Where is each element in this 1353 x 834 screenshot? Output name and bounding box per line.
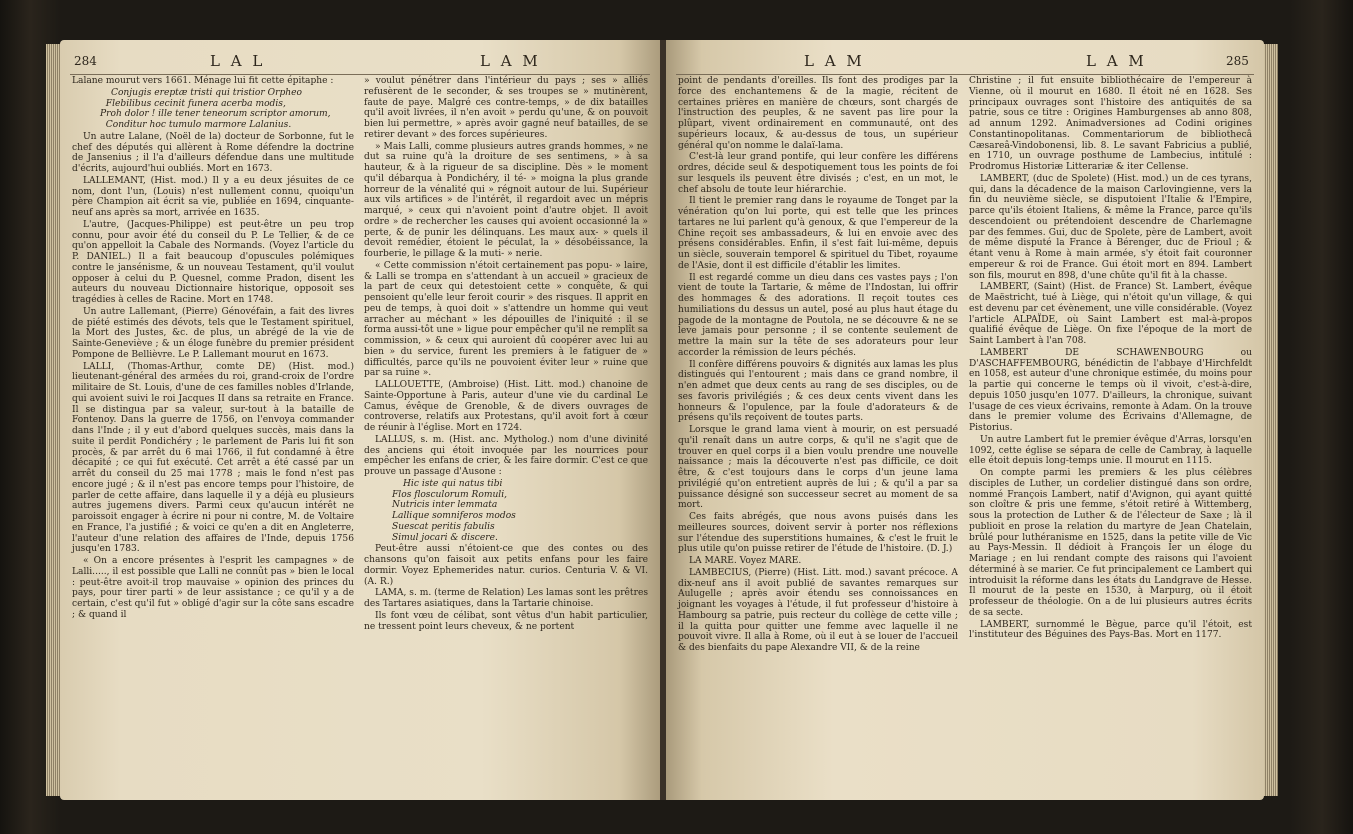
left-page (60, 40, 662, 800)
running-head-right: L A M (480, 52, 541, 70)
verse-block: Hic iste qui natus tibi Flos flosculorum Romuli, Nutricis inter lemmata Lallique somniferos modos Suescat peritis fabulis Simul jocari & discere. (392, 478, 516, 543)
paragraph: Ils font vœu de célibat, sont vêtus d'un habit particulier, ne tressent point leurs cheveux, & ne portent (364, 610, 648, 632)
header-rule (70, 74, 650, 75)
right-page-column-2 (969, 76, 1252, 642)
left-page-column-1 (72, 76, 354, 622)
paragraph: Il est regardé comme un dieu dans ces vastes pays ; l'on vient de toute la Tartarie, & même de l'Indostan, lui offrir des hommages & des adorations. Il reçoit toutes ces humiliations du dessus un autel, posé au plus haut étage du pagode de la montagne de Poutola, ne se découvre & ne se leve jamais pour personne ; il se contente seulement de mettre la main sur la tête de ses adorateurs pour leur accorder la rémission de leurs péchés. (678, 272, 958, 358)
running-head-left: L A M (804, 52, 865, 70)
header-rule (676, 74, 1254, 75)
paragraph: L'autre, (Jacques-Philippe) est peut-être un peu trop connu, pour avoir été du conseil du P. Le Tellier, & de ce qu'on appelloit la Cabale des Normands. (Voyez l'article du P. DANIEL.) Il a fait beaucoup d'opuscules polémiques contre le jansénisme, & un nouveau Testament, qu'il voulut opposer à celui du P. Quesnel, comme Pradon, disent les auteurs du nouveau Dictionnaire historique, opposoit ses tragédies à celles de Racine. Mort en 1748. (72, 219, 354, 305)
paragraph: Un autre Lalane, (Noël de la) docteur de Sorbonne, fut le chef des députés qui allèrent à Rome défendre la doctrine de Jansenius ; il l'a d'ailleurs défendue dans une multitude d'écrits, aujourd'hui oubliés. Mort en 1673. (72, 131, 354, 174)
running-head-right: L A M (1086, 52, 1147, 70)
paragraph: LALLEMANT, (Hist. mod.) Il y a eu deux jésuites de ce nom, dont l'un, (Louis) n'est nullement connu, quoiqu'un père Champion ait écrit sa vie, publiée en 1694, cinquante-neuf ans après sa mort, arrivée en 1635. (72, 175, 354, 218)
paragraph: Il tient le premier rang dans le royaume de Tonget par la vénération qu'on lui porte, qui est telle que les princes tartares ne lui parlent qu'à genoux, & que l'empereur de la Chine reçoit ses ambassadeurs, & lui en envoie avec des présens considérables. Enfin, il s'est fait lui-même, depuis un siècle, souverain temporel & spirituel du Tibet, royaume de l'Asie, dont il est difficile d'établir les limites. (678, 196, 958, 271)
paragraph: « On a encore présentes à l'esprit les campagnes » de Lalli....., il est possible que Lalli ne connût pas » bien le local : peut-être avoit-il trop mauvaise » opinion des princes du pays, pour tirer parti » de leur assistance ; ce qu'il y a de certain, c'est qu'il fut » obligé d'agir sur la côte sans escadre ; & quand il (72, 556, 354, 620)
page-number: 285 (1226, 54, 1249, 68)
paragraph: LALLOUETTE, (Ambroise) (Hist. Litt. mod.) chanoine de Sainte-Opportune à Paris, auteur d'une vie du cardinal Le Camus, évêque de Grenoble, & de divers ouvrages de controverse, relatifs aux Protestans, qu'il avoit fort à cœur de réunir à l'église. Mort en 1724. (364, 380, 648, 433)
paragraph: Un autre Lallemant, (Pierre) Génovéfain, a fait des livres de piété estimés des dévots, tels que le Testament spirituel, la Mort des Justes, &c. de plus, un abrégé de la vie de Sainte-Geneviève ; & un éloge funèbre du premier président Pompone de Bellièvre. Le P. Lallemant mourut en 1673. (72, 306, 354, 360)
paragraph: » Mais Lalli, comme plusieurs autres grands hommes, » ne dut sa ruine qu'à la droiture de ses sentimens, » à sa hauteur, & à la rigueur de sa discipline. Dès » le moment qu'il débarqua à Pondichéry, il té- » moigna la plus grande horreur de la vénalité qui » régnoit autour de lui. Supérieur aux vils artifices » de l'intérêt, il regardoit avec un mépris marqué, » ceux qui n'avoient point d'autre objet. Il avoit ordre » de rechercher les causes qui avoient occasionné la » perte, & de punir les délinquans. Les maux aux- » quels il devoit remédier, étoient le péculat, la » désobéissance, la fourberie, le pillage & la muti- » nerie. (364, 141, 648, 259)
paragraph: LAMA, s. m. (terme de Relation) Les lamas sont les prêtres des Tartares asiatiques, dans la Tartarie chinoise. (364, 588, 648, 609)
running-head-left: L A L (210, 52, 266, 70)
paragraph: Ces faits abrégés, que nous avons puisés dans les meilleures sources, doivent servir à porter nos réflexions sur l'étendue des superstitions humaines, & c'est le fruit le plus utile qu'on puisse retirer de l'étude de l'histoire. (D. J.) (678, 512, 958, 555)
paragraph: LAMBERT, surnommé le Bègue, parce qu'il l'étoit, est l'instituteur des Béguines des Pays-Bas. Mort en 1177. (969, 619, 1252, 641)
paragraph: Lorsque le grand lama vient à mourir, on est persuadé qu'il renaît dans un autre corps, & qu'il ne s'agit que de trouver en quel corps il a bien voulu prendre une nouvelle naissance ; mais la découverte n'est pas difficile, ce doit être, & c'est toujours dans le corps d'un jeune lama privilégié qu'on entretient auprès de lui ; & qu'il a par sa puissance désigné son successeur secret au moment de sa mort. (678, 425, 958, 511)
right-page (666, 40, 1264, 800)
paragraph: LAMBERT, (Saint) (Hist. de France) St. Lambert, évêque de Maëstricht, tué à Liège, qui n'étoit qu'un village, & qui est devenu par cet évènement, une ville considérable. (Voyez l'article ALPAÏDE, où Saint Lambert est mal-à-propos qualifié évêque de Liège. On fixe l'époque de la mort de Saint Lambert à l'an 708. (969, 282, 1252, 346)
paragraph: Christine ; il fut ensuite bibliothécaire de l'empereur à Vienne, où il mourut en 1680. Il étoit né en 1628. Ses principaux ouvrages sont l'histoire des antiquités de sa patrie, sous ce titre : Origines Hamburgenses ab anno 808, ad annum 1292. Animadversiones ad Codini origines Constantinopolitanas. Commentariorum de bibliothecâ Cæsareâ-Vindobonensi, lib. 8. Le savant Fabricius a publié, en 1710, un ouvrage posthume de Lambecius, intitulé : Prodromus Historiæ Litterariæ & iter Cellense. (969, 76, 1252, 172)
paragraph: Peut-être aussi n'étoient-ce que des contes ou des chansons qu'on faisoit aux petits enfans pour les faire dormir. Voyez Ephemerides natur. curios. Centuria V. & VI. (A. R.) (364, 544, 648, 587)
paragraph: On compte parmi les premiers & les plus célèbres disciples de Luther, un cordelier distingué dans son ordre, nommé François Lambert, natif d'Avignon, qui ayant quitté son cloître & pris une femme, s'étoit retiré à Wittemberg, sous la protection de Luther & de l'électeur de Saxe ; là il publioit en prose la relation du martyre de Jean Chatelain, brûlé pour luthéranisme en 1525, dans la petite ville de Vic au Pays-Messin. Il dédioit à François Ier un éloge du Mariage ; en lui rendant compte des raisons qui l'avoient déterminé à se marier. Ce fut principalement ce Lambert qui introduisit la réforme dans les états du Landgrave de Hesse. Il mourut de la peste en 1530, à Marpurg, où il étoit professeur de théologie. On a de lui plusieurs autres écrits de sa secte. (969, 468, 1252, 618)
left-page-edges (46, 44, 60, 796)
paragraph: LAMBERT DE SCHAWENBOURG ou D'ASCHAFFEMBOURG, bénédictin de l'abbaye d'Hirchfeldt en 1058, est auteur d'une chronique estimée, du moins pour la partie qui concerne le temps où il vivoit, c'est-à-dire, depuis 1050 jusqu'en 1077. D'ailleurs, la chronique, suivant l'usage de ces vieux écrivains, remonte à Adam. On la trouve dans le premier volume des Écrivains d'Allemagne, de Pistorius. (969, 347, 1252, 433)
paragraph: point de pendants d'oreilles. Ils font des prodiges par la force des enchantemens & de la magie, récitent de certaines prières en manière de chœurs, sont chargés de l'instruction des peuples, & ne savent pas lire pour la plûpart, vivent ordinairement en communauté, ont des supérieurs locaux, & au-dessus de tous, un supérieur général qu'on nomme le dalaï-lama. (678, 76, 958, 151)
paragraph: « Cette commission n'étoit certainement pas popu- » laire, & Lalli se trompa en s'attendant à un accueil » gracieux de la part de ceux qui detestoient cette » conquête, & qui pensoient qu'elle leur feroit courir » des risques. Il apprit en peu de temps, à quoi doit » s'attendre un homme qui veut arracher au méchant » les dépouilles de l'iniquité : il se forma aussi-tôt une » ligue pour empêcher qu'il ne remplît sa commission, » & ceux qui auroient dû coopérer avec lui au bien » du service, furent les premiers à le fatiguer de » difficultés, parce qu'ils ne pouvoient éviter leur » ruine que par sa ruine ». (364, 260, 648, 379)
right-page-edges (1264, 44, 1278, 796)
paragraph: LA MARE. Voyez MARE. (689, 556, 802, 566)
paragraph: LALLI, (Thomas-Arthur, comte DE) (Hist. mod.) lieutenant-général des armées du roi, grand-croix de l'ordre militaire de St. Louis, d'une de ces familles nobles d'Irlande, qui avoient suivi le roi Jacques II dans sa retraite en France. Il se distingua par sa valeur, sur-tout à la bataille de Fontenoy. Dans la guerre de 1756, on l'envoya commander dans l'Inde ; il y eut d'abord quelques succès, mais dans la suite il perdit Pondichéry ; le parlement de Paris lui fit son procès, & par arrêt du 6 mai 1766, il fut condamné à être décapité ; ce qui fut exécuté. Cet arrêt a été cassé par un arrêt du conseil du 25 mai 1778 ; mais le fond n'est pas encore jugé ; & il n'est pas encore temps pour l'histoire, de parler de cette affaire, dans laquelle il y a déjà eu plusieurs autres jugemens divers. Parmi ceux qu'aucun intérêt ne paroissoit engager à écrire ni pour ni contre, M. de Voltaire en France, l'a justifié ; & voici ce qu'en a dit en Angleterre, l'auteur d'une relation des affaires de l'Inde, depuis 1756 jusqu'en 1783. (72, 361, 354, 555)
paragraph: Un autre Lambert fut le premier évêque d'Arras, lorsqu'en 1092, cette église se sépara de celle de Cambray, à laquelle elle étoit depuis long-temps unie. Il mourut en 1115. (969, 434, 1252, 467)
paragraph: LALLUS, s. m. (Hist. anc. Mytholog.) nom d'une divinité des anciens qui étoit invoquée par les nourrices pour empêcher les enfans de crier, & les faire dormir. C'est ce que prouve un passage d'Ausone : (364, 434, 648, 477)
paragraph: Lalane mourut vers 1661. Ménage lui fit cette épitaphe : (72, 76, 334, 86)
left-page-column-2 (364, 76, 648, 633)
paragraph: LAMBERT, (duc de Spolete) (Hist. mod.) un de ces tyrans, qui, dans la décadence de la maison Carlovingienne, vers la fin du neuvième siècle, se disputoient l'Italie & l'Empire, parce qu'ils étoient Italiens, & même la France, parce qu'ils descendoient ou prétendoient descendre de Charlemagne par des femmes. Gui, duc de Spolete, père de Lambert, avoit de même disputé la France à Bérenger, duc de Frioul ; & étant venu à Rome à main armée, s'y étoit fait couronner empereur & roi de France. Gui étoit mort en 894. Lambert son fils, mourut en 898, d'une chûte qu'il fit à la chasse. (969, 173, 1252, 281)
verse-block: Conjugis ereptæ tristi qui tristior Orpheo Flebilibus cecinit funera acerba modis, Proh dolor ! ille tener teneorum scriptor amorum, Conditur hoc tumulo marmore Lalanius. (100, 87, 331, 130)
paragraph: LAMBECIUS, (Pierre) (Hist. Litt. mod.) savant précoce. A dix-neuf ans il avoit publié de savantes remarques sur Aulugelle ; après avoir étendu ses connoissances en joignant les voyages à l'étude, il fut professeur d'histoire à Hambourg sa patrie, puis recteur du collège de cette ville ; il la quitta pour quitter une femme avec laquelle il ne pouvoit vivre. Il alla à Rome, où il eut à se louer de l'accueil & des bienfaits du pape Alexandre VII, & de la reine (678, 567, 958, 653)
paragraph: » voulut pénétrer dans l'intérieur du pays ; ses » alliés refusèrent de le seconder, & ses troupes se » mutinèrent, faute de paye. Malgré ces contre-temps, » de dix batailles qu'il avoit livrées, il n'en avoit » perdu qu'une, & on pouvoit bien lui permettre, » après avoir gagné neuf batailles, de se retirer devant » des forces supérieures. (364, 76, 648, 140)
paragraph: Il confère différens pouvoirs & dignités aux lamas les plus distingués qui l'entourent ; mais dans ce grand nombre, il n'en admet que deux cents au rang de ses disciples, ou de ses favoris privilégiés ; & ces deux cents vivent dans les honneurs & l'opulence, par la foule d'adorateurs & de présens qu'ils reçoivent de toutes parts. (678, 359, 958, 424)
page-number: 284 (74, 54, 97, 68)
paragraph: C'est-là leur grand pontife, qui leur confère les différens ordres, décide seul & despotiquement tous les points de foi sur lesquels ils peuvent être divisés ; c'est, en un mot, le chef absolu de toute leur hiérarchie. (678, 152, 958, 195)
right-page-column-1 (678, 76, 958, 655)
